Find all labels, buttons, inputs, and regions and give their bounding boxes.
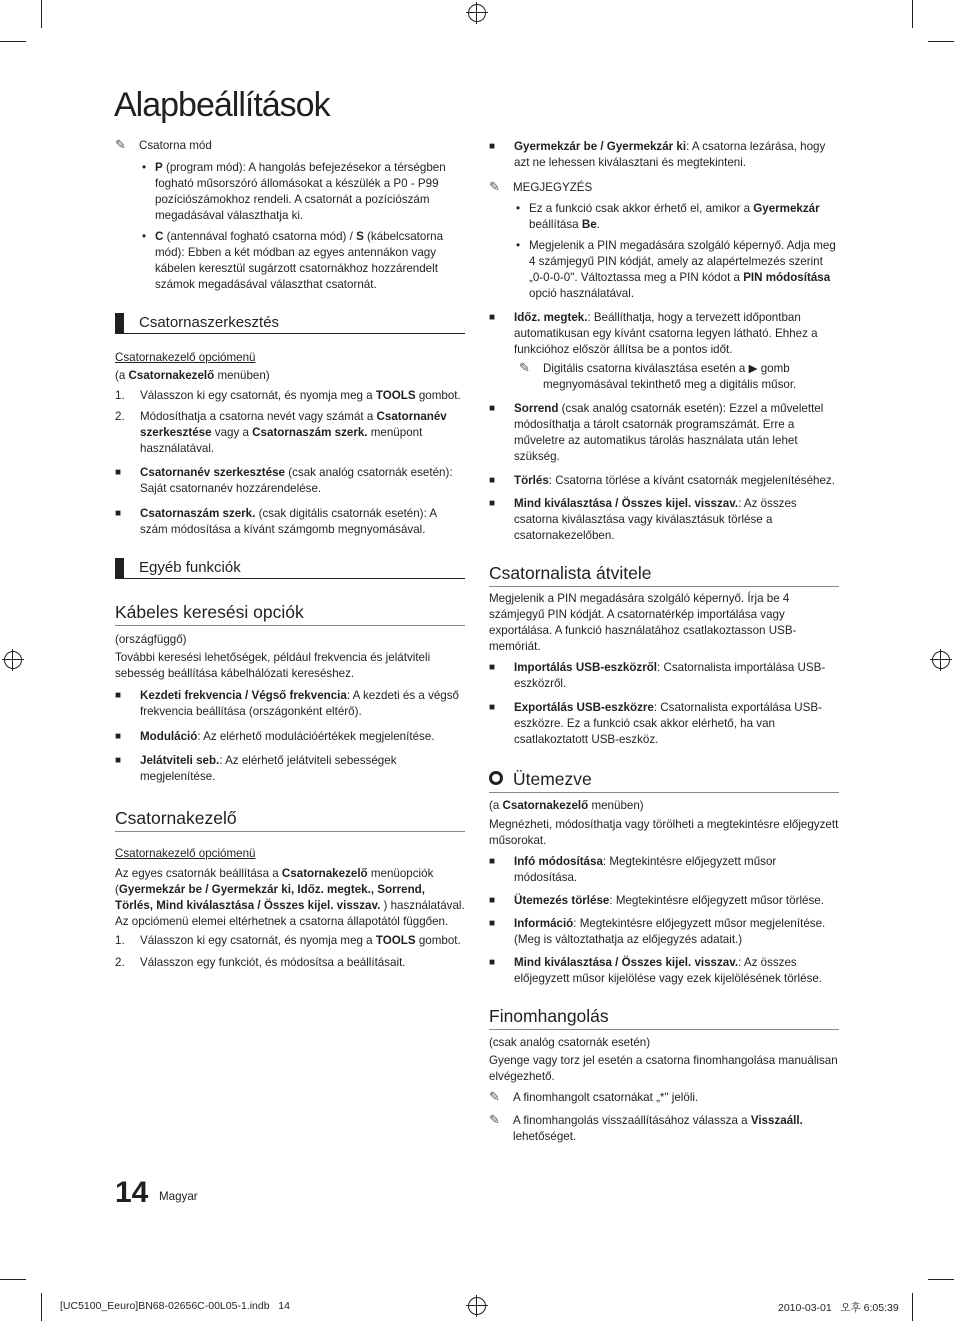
crop-mark-bl-h <box>0 1279 26 1280</box>
page-language: Magyar <box>159 1190 198 1203</box>
item-sort: ■ Sorrend (csak analóg csatornák esetén): Ezzel a művelettel módosíthatja a tárolt csatornák programszámát. Erre a műveletre az automatikus tárolás használata után lehet szükség. <box>489 401 839 465</box>
heading-csatornaszerkesztes: Csatornaszerkesztés <box>115 313 465 334</box>
item-select-all: ■ Mind kiválasztása / Összes kijel. visszav.: Az összes csatorna kiválasztása vagy kiválasztásuk törlése a csatornakezelőben. <box>489 496 839 544</box>
pencil-note-icon: ✎ <box>489 179 500 194</box>
crop-mark-tr-h <box>928 41 954 42</box>
fine-tune-analog: (csak analóg csatornák esetén) <box>489 1036 651 1049</box>
utem-in-menu: (a Csatornakezelő menüben) <box>489 799 644 812</box>
registration-mark-icon <box>468 4 486 22</box>
pencil-note-icon: ✎ <box>115 137 126 152</box>
crop-mark-tr-v <box>912 0 913 28</box>
heading-utemezve: Ütemezve <box>489 768 839 793</box>
step-1: 1. Válasszon ki egy csatornát, és nyomja meg a TOOLS gombot. <box>115 389 461 402</box>
item-parental-lock: ■ Gyermekzár be / Gyermekzár ki: A csatorna lezárása, hogy azt ne lehessen kiválasztani és megtekinteni. <box>489 139 839 171</box>
right-column <box>489 139 839 1145</box>
note-heading: Csatorna mód <box>139 139 212 152</box>
crop-mark-br-v <box>912 1293 913 1321</box>
note-digital-channel: ✎ Digitális csatorna kiválasztása esetén a ▶ gomb megnyomásával tekinthető meg a digitális műsor. <box>519 360 797 391</box>
item-select-all-schedule: ■ Mind kiválasztása / Összes kijel. visszav.: Az összes előjegyzett műsor kijelölése vagy ezek kijelölésének törlése. <box>489 955 839 987</box>
pencil-note-icon: ✎ <box>489 1112 500 1127</box>
bullet-c-s-mode: • C (antennával fogható csatorna mód) / S (kábelcsatorna mód): Ebben a két módban az egyes antennákon vagy kábelen keresztül sugárzott csatornákhoz hozzárendelt számok megadásával választhat csatornát. <box>140 229 465 293</box>
note-megjegyzes: ✎ MEGJEGYZÉS <box>489 179 593 194</box>
note-reset: ✎ A finomhangolás visszaállításához válassza a Visszaáll. lehetőséget. <box>489 1112 803 1143</box>
cm-step-1: 1. Válasszon ki egy csatornát, és nyomja meg a TOOLS gombot. <box>115 934 461 947</box>
menu-label-2: Csatornakezelő opciómenü <box>115 847 256 860</box>
channel-manager-intro: Az egyes csatornák beállítása a Csatornakezelő menüopciók (Gyermekzár be / Gyermekzár ki, Időz. megtek., Sorrend, Törlés, Mind kiválasztása / Összes kijel. visszav. ) használatával. Az opciómenü elemei eltérhetnek a csatorna állapotától függően. <box>115 867 465 928</box>
schedule-intro: Megnézheti, módosíthatja vagy törölheti a megtekintésre előjegyzett műsorokat. <box>489 818 839 847</box>
cable-intro: További keresési lehetőségek, például frekvencia és jelátviteli sebesség beállítása kábelhálózati kereséshez. <box>115 651 431 680</box>
page-number: 14 <box>115 1176 149 1209</box>
registration-mark-icon <box>4 651 22 669</box>
heading-finomhangolas: Finomhangolás <box>489 1005 839 1030</box>
item-symbol-rate: ■ Jelátviteli seb.: Az elérhető jelátviteli sebességek megjelenítése. <box>115 753 465 785</box>
crop-mark-br-h <box>928 1279 954 1280</box>
item-timer-watch: ■ Időz. megtek.: Beállíthatja, hogy a tervezett időpontban automatikusan egy kívánt csatorna legyen látható. Ehhez a funkcióhoz először állítsa be a pontos időt. <box>489 310 839 358</box>
left-column <box>115 138 465 971</box>
footer-file-info: [UC5100_Eeuro]BN68-02656C-00L05-1.indb 14 <box>60 1300 290 1312</box>
crop-mark-tl-h <box>0 41 26 42</box>
item-delete: ■ Törlés: Csatorna törlése a kívánt csatornák megjelenítéséhez. <box>489 473 839 489</box>
crop-mark-bl-v <box>41 1293 42 1321</box>
heading-csatornalista-atvitele: Csatornalista átvitele <box>489 562 839 587</box>
item-information: ■ Információ: Megtekintésre előjegyzett műsor megjelenítése. (Meg is változtathatja az előjegyzés adatait.) <box>489 916 839 948</box>
heading-egyeb-funkciok: Egyéb funkciók <box>115 558 465 579</box>
item-edit-info: ■ Infó módosítása: Megtekintésre előjegyzett műsor módosítása. <box>489 854 839 886</box>
registration-mark-icon <box>932 651 950 669</box>
cm-step-2: 2. Válasszon egy funkciót, és módosítsa a beállításait. <box>115 956 406 969</box>
note-channel-mode <box>115 138 465 154</box>
pencil-note-icon: ✎ <box>489 1089 500 1104</box>
bullet-p-mode: • P (program mód): A hangolás befejezésekor a térségben fogható műsorszóró állomásokat a készülék a P0 - P99 pozíciószámokhoz rendeli. A csatornát a pozíciószám megadásával választhatja ki. <box>140 160 465 224</box>
note-fine-tuned: ✎ A finomhangolt csatornákat „*" jelöli. <box>489 1089 699 1104</box>
item-modulation: ■ Moduláció: Az elérhető modulációértékek megjelenítése. <box>115 729 465 745</box>
item-cancel-schedule: ■ Ütemezés törlése: Megtekintésre előjegyzett műsor törlése. <box>489 893 839 909</box>
item-frequency: ■ Kezdeti frekvencia / Végső frekvencia: A kezdeti és a végső frekvencia beállítása (országonként eltérő). <box>115 688 465 720</box>
menu-label: Csatornakezelő opciómenü <box>115 351 256 364</box>
registration-mark-icon <box>468 1297 486 1315</box>
list-transfer-intro: Megjelenik a PIN megadására szolgáló képernyő. Írja be 4 számjegyű PIN kódját. A csatornatérkép importálása vagy exportálása. A funkció használatához csatlakoztasson USB-memóriát. <box>489 592 797 653</box>
item-export-usb: ■ Exportálás USB-eszközre: Csatornalista exportálása USB-eszközre. Ez a funkció csak akkor elérhető, ha van csatlakoztatott USB-eszköz. <box>489 700 839 748</box>
item-channel-number-edit: ■ Csatornaszám szerk. (csak digitális csatornák esetén): A szám módosítása a kívánt számgomb megnyomásával. <box>115 506 465 538</box>
step-2: 2. Módosíthatja a csatorna nevét vagy számát a Csatornanév szerkesztése vagy a Csatornaszám szerk. menüpont használatával. <box>115 410 447 455</box>
item-import-usb: ■ Importálás USB-eszközről: Csatornalista importálása USB-eszközről. <box>489 660 839 692</box>
fine-tune-intro: Gyenge vagy torz jel esetén a csatorna finomhangolása manuálisan elvégezhető. <box>489 1054 838 1083</box>
heading-kabeles-keresesi-opciok: Kábeles keresési opciók <box>115 601 465 626</box>
note-bullet-1: • Ez a funkció csak akkor érhető el, amikor a Gyermekzár beállítása Be. <box>514 201 839 233</box>
crop-mark-tl-v <box>41 0 42 28</box>
clock-icon <box>489 771 503 785</box>
note-bullet-2: • Megjelenik a PIN megadására szolgáló képernyő. Adja meg 4 számjegyű PIN kódját, amely az alapértelmezés szerint „0-0-0-0". Változtassa meg a PIN kódot a PIN módosítása opció használatával. <box>514 238 839 302</box>
page-title: Alapbeállítások <box>114 86 330 124</box>
heading-csatornakezelo: Csatornakezelő <box>115 807 465 832</box>
item-channel-name-edit: ■ Csatornanév szerkesztése (csak analóg csatornák esetén): Saját csatornanév hozzárendelése. <box>115 465 465 497</box>
pencil-note-icon: ✎ <box>519 360 530 375</box>
in-menu-note: (a Csatornakezelő menüben) <box>115 369 270 382</box>
footer-timestamp: 2010-03-01 오후 6:05:39 <box>778 1302 899 1314</box>
country-dependent: (országfüggő) <box>115 633 187 646</box>
